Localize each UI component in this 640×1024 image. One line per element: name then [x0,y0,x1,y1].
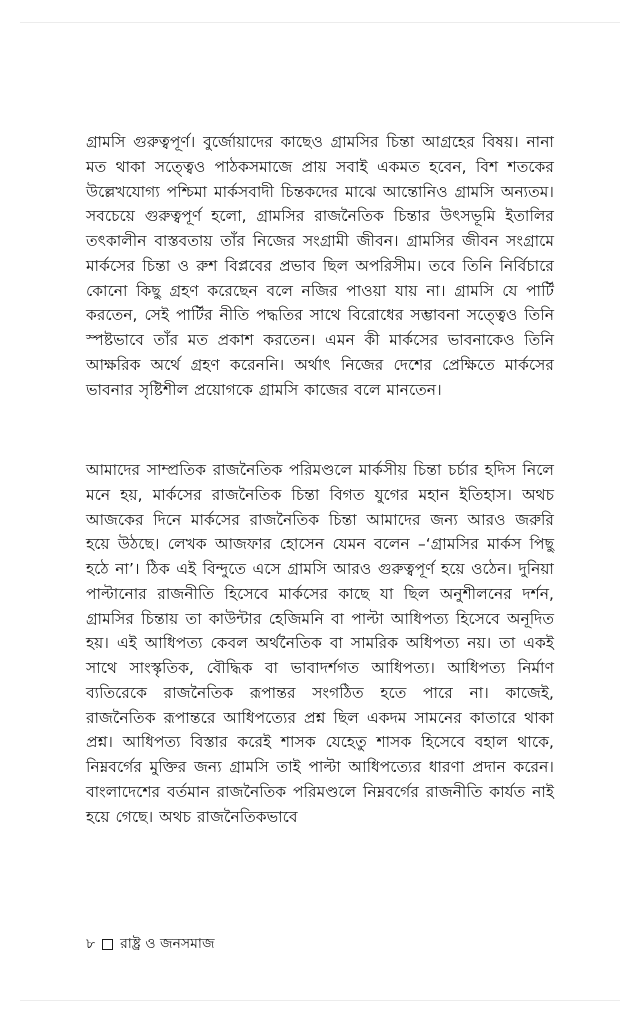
book-title: রাষ্ট্র ও জনসমাজ [120,936,215,952]
page-number: ৮ [86,936,96,952]
page-top-rule [20,22,620,23]
square-separator-icon [102,939,113,950]
page-bottom-rule [20,1000,620,1001]
page-footer [86,932,214,956]
body-paragraph-1: গ্রামসি গুরুত্বপূর্ণ। বুর্জোয়াদের কাছেও গ্রামসির চিন্তা আগ্রহের বিষয়। নানা মত থাকা সত্ত্বেও পাঠকসমাজে প্রায় সবাই একমত হবেন, বিশ শতকের উল্লেখযোগ্য পশ্চিমা মার্কসবাদী চিন্তকদের মাঝে আন্তোনিও গ্রামসি অন্যতম। সবচেয়ে গুরুত্বপূর্ণ হলো, গ্রামসির রাজনৈতিক চিন্তার উৎসভূমি ইতালির তৎকালীন বাস্তবতায় তাঁর নিজের সংগ্রামী জীবন। গ্রামসির জীবন সংগ্রামে মার্কসের চিন্তা ও রুশ বিপ্লবের প্রভাব ছিল অপরিসীম। তবে তিনি নির্বিচারে কোনো কিছু গ্রহণ করেছেন বলে নজির পাওয়া যায় না। গ্রামসি যে পার্টি করতেন, সেই পার্টির নীতি পদ্ধতির সাথে বিরোধের সম্ভাবনা সত্ত্বেও তিনি স্পষ্টভাবে তাঁর মত প্রকাশ করতেন। এমন কী মার্কসের ভাবনাকেও তিনি আক্ষরিক অর্থে গ্রহণ করেননি। অর্থাৎ নিজের দেশের প্রেক্ষিতে মার্কসের ভাবনার সৃষ্টিশীল প্রয়োগকে গ্রামসি কাজের বলে মানতেন। [86,133,554,399]
body-paragraph-2: আমাদের সাম্প্রতিক রাজনৈতিক পরিমণ্ডলে মার্কসীয় চিন্তা চর্চার হদিস নিলে মনে হয়, মার্কসের রাজনৈতিক চিন্তা বিগত যুগের মহান ইতিহাস। অথচ আজকের দিনে মার্কসের রাজনৈতিক চিন্তা আমাদের জন্য আরও জরুরি হয়ে উঠছে। লেখক আজফার হোসেন যেমন বলেন –‘গ্রামসির মার্কস পিছু হঠে না’। ঠিক এই বিন্দুতে এসে গ্রামসি আরও গুরুত্বপূর্ণ হয়ে ওঠেন। দুনিয়া পাল্টানোর রাজনীতি হিসেবে মার্কসের কাছে যা ছিল অনুশীলনের দর্শন, গ্রামসির চিন্তায় তা কাউন্টার হেজিমনি বা পাল্টা আধিপত্য হিসেবে অনূদিত হয়। এই আধিপত্য কেবল অর্থনৈতিক বা সামরিক অধিপত্য নয়। তা একই সাথে সাংস্কৃতিক, বৌদ্ধিক বা ভাবাদর্শগত আধিপত্য। আধিপত্য নির্মাণ ব্যতিরেকে রাজনৈতিক রূপান্তর সংগঠিত হতে পারে না। কাজেই, রাজনৈতিক রূপান্তরে আধিপত্যের প্রশ্ন ছিল একদম সামনের কাতারে থাকা প্রশ্ন। আধিপত্য বিস্তার করেই শাসক যেহেতু শাসক হিসেবে বহাল থাকে, নিম্নবর্গের মুক্তির জন্য গ্রামসি তাই পাল্টা আধিপত্যের ধারণা প্রদান করেন। বাংলাদেশের বর্তমান রাজনৈতিক পরিমণ্ডলে নিম্নবর্গের রাজনীতি কার্যত নাই হয়ে গেছে। অথচ রাজনৈতিকভাবে [86,461,554,826]
